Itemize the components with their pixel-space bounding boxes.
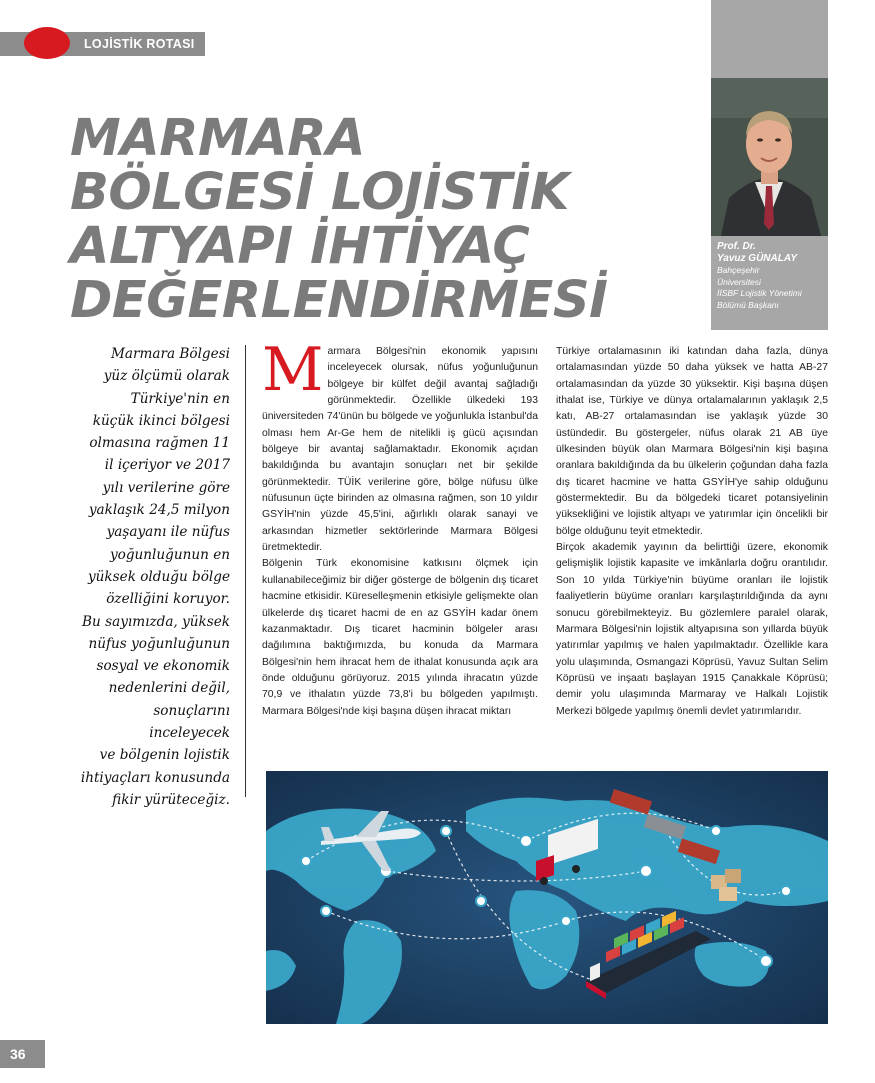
lead-line: yaklaşık 24,5 milyon — [88, 502, 230, 519]
drop-cap: M — [262, 335, 324, 405]
lead-line: küçük ikinci bölgesi — [92, 412, 230, 429]
lead-line: Marmara Bölgesi — [110, 346, 230, 362]
author-affiliation: İİSBF Lojistik Yönetimi — [717, 288, 802, 298]
section-marker-dot — [24, 27, 70, 59]
logistics-illustration — [266, 771, 828, 1024]
lead-line: fikir yürüteceğiz. — [112, 791, 230, 808]
lead-line: yüz ölçümü olarak — [103, 368, 230, 385]
lead-line: yüksek olduğu bölge — [88, 568, 230, 585]
lead-line: olmasına rağmen 11 — [89, 435, 230, 452]
lead-line: il içeriyor ve 2017 — [104, 457, 230, 474]
title-line: MARMARA — [70, 109, 365, 168]
section-label: LOJİSTİK ROTASI — [84, 37, 195, 51]
author-affiliation: Bahçeşehir — [717, 265, 760, 275]
lead-line: ihtiyaçları konusunda — [80, 769, 230, 786]
lead-line: nedenlerini değil, — [108, 680, 230, 697]
lead-line: Türkiye'nin en — [130, 390, 230, 407]
title-line: ALTYAPI İHTİYAÇ — [70, 217, 530, 276]
body-column-1 — [262, 335, 538, 720]
author-affiliation: Bölümü Başkanı — [717, 299, 779, 310]
lead-line: nüfus yoğunluğunun — [88, 635, 230, 652]
body-paragraph: Birçok akademik yayının da belirttiği üzere, ekonomik gelişmişlik lojistik kapasite ve imkânlarla doğru orantılıdır. Son 10 yılda Türkiye'nin büyüme oranları ile lojistik faaliyetlerin büyüme oranları karşılaştırıldığında da aynı sonucu görebilmekteyiz. Bu gözlemlere paralel olarak, Marmara Bölgesi'nin lojistik altyapısına son yıllarda büyük yatırımlar yapılmış ve halen yapılmaktadır. Özellikle kara yolu ulaşımında, Osmangazi Köprüsü, Yavuz Sultan Selim Köprüsü ve inşaatı başlayan 1915 Çanakkale Köprüsü; demir yolu ulaşımında Marmaray ve Halkalı Lojistik Merkezi bölgede yapılmış önemli devlet yatırımlarıdır. — [556, 542, 828, 717]
author-photo — [711, 78, 828, 236]
column-divider — [245, 345, 246, 797]
body-column-2 — [556, 344, 828, 720]
lead-line: yoğunluğunun en — [109, 546, 230, 563]
title-line: BÖLGESİ LOJİSTİK — [70, 163, 569, 222]
author-name: Yavuz GÜNALAY — [717, 253, 798, 264]
lead-line: sosyal ve ekonomik — [96, 658, 230, 675]
lead-line: özelliğini koruyor. — [106, 591, 230, 608]
article-title — [70, 109, 608, 330]
author-affiliation: Üniversitesi — [717, 276, 761, 287]
author-title: Prof. Dr. — [717, 241, 756, 252]
body-paragraph: Türkiye ortalamasının iki katından daha fazla, dünya ortalamasından yüzde 50 daha yüksek ve hatta AB-27 ortalamasından da yüzde 30 yüksektir. Kişi başına düşen ithalat ise, Türkiye ve dünya ortalamalarının yaklaşık 2,5 katı, AB-27 ortalamasından ise yaklaşık yüzde 30 üstündedir. Bu göstergeler, nüfus olarak 21 AB üye ülkesinden büyük olan Marmara Bölgesi'nin kişi başına oranlara bakıldığında da bu ülkelerin çoğundan daha fazla dış ticaret hacmine ve hatta GSYİH'ye sahip olduğunu göstermektedir. Bu da bölgedeki ticaret potansiyelinin yüksekliğini ve lojistik altyapı ve yatırımlar için öncelikli bir bölge olduğunu teyit etmektedir. — [556, 346, 828, 537]
title-line: DEĞERLENDİRMESİ — [70, 271, 608, 330]
lead-line: yılı verilerine göre — [102, 479, 230, 496]
lead-line: yaşayanı ile nüfus — [106, 524, 230, 541]
author-credit — [717, 241, 825, 311]
lead-line: ve bölgenin lojistik — [99, 747, 230, 764]
lead-line: Bu sayımızda, yüksek — [82, 613, 230, 630]
lead-text — [70, 343, 230, 811]
body-paragraph: Bölgenin Türk ekonomisine katkısını ölçmek için kullanabileceğimiz bir diğer gösterge de bölgenin dış ticaret hacmine etkisidir. Küreselleşmenin etkisiyle gelişmekte olan ülkelerde dış ticaret hacmi de en az GSYİH kadar önem kazanmaktadır. Dış ticaret hacminin bölgeler arası dağılımına baktığımızda, bu konuda da Marmara Bölgesi'nin hem ihracat hem de ithalat konusunda açık ara önde olduğunu görüyoruz. 2015 yılında ihracatın yüzde 70,9 ve ithalatın yüzde 73,8'i bu bölgeden yapılmıştı. Marmara Bölgesi'nde kişi başına düşen ihracat miktarı — [262, 558, 538, 717]
page-number: 36 — [0, 1040, 45, 1068]
body-paragraph: armara Bölgesi'nin ekonomik yapısını inceleyecek olursak, nüfus yoğunluğunun bölgeye bir külfet değil avantaj sağladığı görünmektedir. Özellikle ülkedeki 193 üniversiteden 74'ünün bu bölgede ve yoğunlukla İstanbul'da olması hem Ar-Ge hem de nitelikli iş gücü açısından bölgeye bir avantaj sağlamaktadır. Ekonomik açıdan bakıldığında bu avantajın sonuçları net bir şekilde görünmektedir. TÜİK verilerine göre, bölge nüfusu ülke nüfusunun üçte birinden az olmasına rağmen, son 10 yıldır GSYİH'nin yüzde 45,5'ini, ağırlıklı olarak sanayi ve arkasından hizmetler sektörlerinde Marmara Bölgesi üretmektedir. — [262, 346, 538, 554]
lead-line: sonuçlarını inceleyecek — [149, 702, 230, 742]
